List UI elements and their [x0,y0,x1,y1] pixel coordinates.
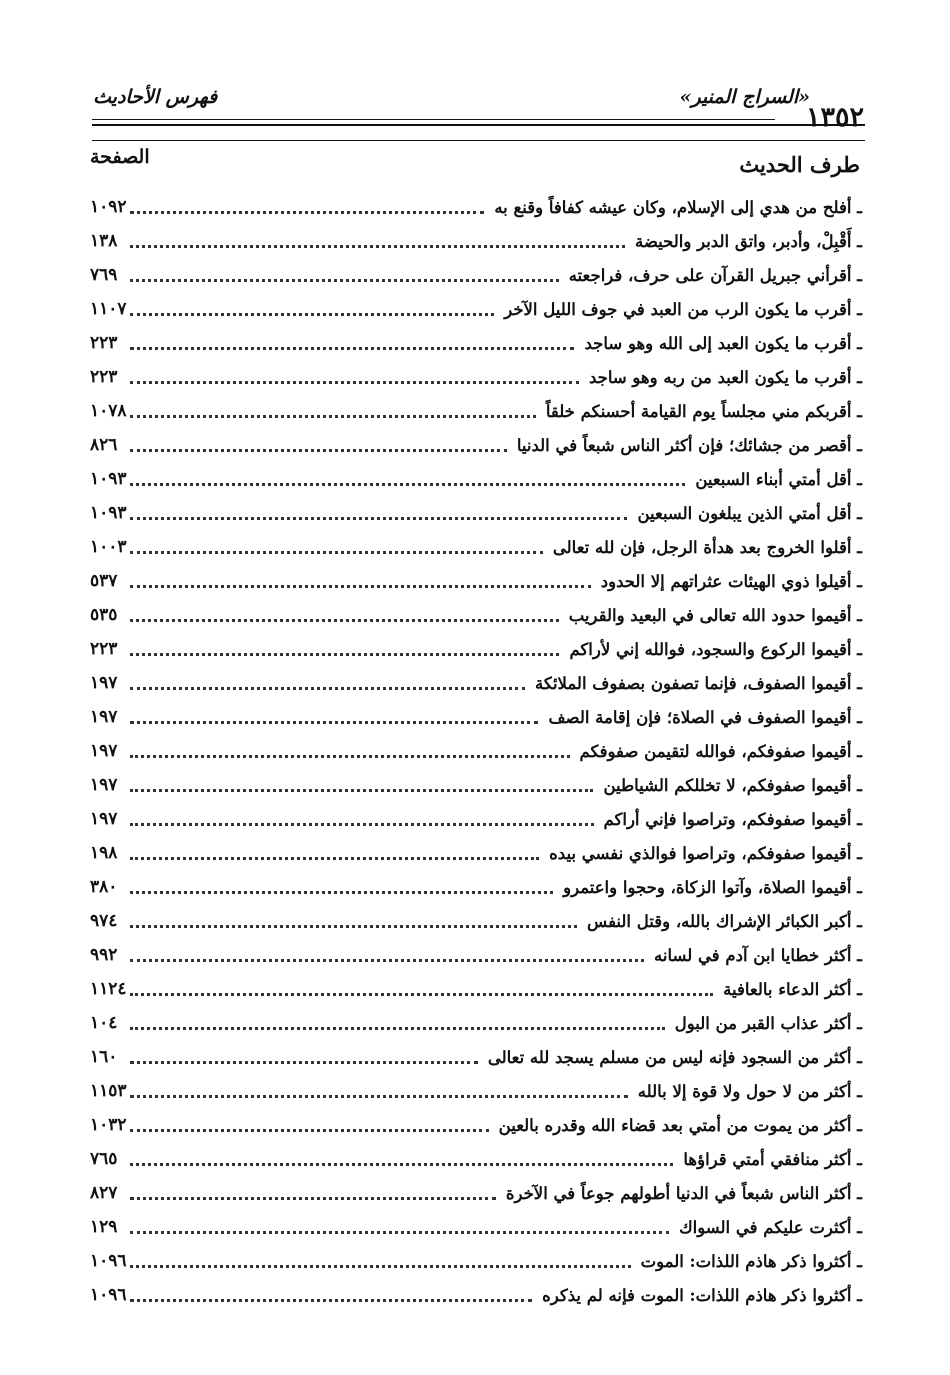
index-entry [90,462,862,496]
index-entry [90,734,862,768]
dot-leader [130,1129,489,1132]
index-entry [90,1176,862,1210]
dot-leader [130,279,559,282]
index-entry [90,1006,862,1040]
dot-leader [130,619,559,622]
dot-leader [130,381,579,384]
page-reference: ١٠٧٨ [90,401,127,421]
page-reference: ١٠٤ [90,1013,118,1033]
hadith-opening-text: ـ أكثر منافقي أمتي قراؤها [683,1149,862,1169]
index-entry [90,666,862,700]
page-reference: ٢٢٣ [90,367,118,387]
page-reference: ١١٢٤ [90,979,127,999]
hadith-opening-text: ـ أقيموا صفوفكم، فوالله لتقيمن صفوفكم [579,741,862,761]
dot-leader [130,1095,628,1098]
page-reference: ١٩٧ [90,775,118,795]
hadith-opening-text: ـ أقيلوا ذوي الهيئات عثراتهم إلا الحدود [600,571,862,591]
hadith-opening-text: ـ أَقْبِلْ، وأدبر، واتق الدبر والحيضة [635,231,862,251]
dot-leader [130,313,494,316]
index-entry [90,360,862,394]
dot-leader [130,891,553,894]
index-entry [90,1108,862,1142]
index-entry [90,1244,862,1278]
index-entry [90,428,862,462]
index-entry [90,326,862,360]
index-entry [90,972,862,1006]
dot-leader [130,245,625,248]
hadith-opening-text: ـ أقيموا الصفوف في الصلاة؛ فإن إقامة الصف [548,707,862,727]
hadith-opening-text: ـ أقلوا الخروج بعد هدأة الرجل، فإن لله تعالى [552,537,862,557]
page-reference: ١٠٩٣ [90,503,127,523]
page-reference: ١٩٧ [90,809,118,829]
page-reference: ٩٩٢ [90,945,118,965]
hadith-opening-text: ـ أقصر من جشائك؛ فإن أكثر الناس شبعاً في الدنيا [516,435,862,455]
hadith-opening-text: ـ أكثر من السجود فإنه ليس من مسلم يسجد لله تعالى [487,1047,862,1067]
index-entry [90,904,862,938]
hadith-opening-text: ـ أكثر من لا حول ولا قوة إلا بالله [637,1081,862,1101]
index-entry [90,870,862,904]
hadith-opening-text: ـ أكثرت عليكم في السواك [679,1217,862,1237]
page-reference: ١١٥٣ [90,1081,127,1101]
index-entry [90,938,862,972]
dot-leader [130,789,593,792]
dot-leader [130,415,536,418]
index-entry [90,1040,862,1074]
page-reference: ١٠٠٣ [90,537,127,557]
hadith-opening-text: ـ أكثروا ذكر هاذم اللذات: الموت فإنه لم يذكره [542,1285,862,1305]
hadith-opening-text: ـ أقل أمتي أبناء السبعين [695,469,862,489]
hadith-opening-text: ـ أكثر الدعاء بالعافية [723,979,862,999]
dot-leader [130,1061,478,1064]
page-column-heading: الصفحة [90,146,150,168]
page-reference: ١١٠٧ [90,299,127,319]
dot-leader [130,211,484,214]
dot-leader [130,551,543,554]
dot-leader [130,1027,665,1030]
dot-leader [130,347,574,350]
index-entry [90,598,862,632]
index-entry [90,258,862,292]
index-entry [90,1142,862,1176]
page-reference: ٩٧٤ [90,911,118,931]
hadith-opening-text: ـ أكثر عذاب القبر من البول [674,1013,862,1033]
hadith-opening-text: ـ أقيموا صفوفكم، لا تخللكم الشياطين [603,775,862,795]
page-reference: ٨٢٧ [90,1183,118,1203]
dot-leader [130,483,685,486]
index-entry [90,564,862,598]
header-rule-thin [92,119,775,120]
dot-leader [130,823,594,826]
page-reference: ٨٢٦ [90,435,118,455]
page-reference: ٢٢٣ [90,639,118,659]
page-reference: ١٦٠ [90,1047,118,1067]
hadith-opening-text: ـ أقيموا الركوع والسجود، فوالله إني لأراكم [569,639,862,659]
hadith-opening-text: ـ أقل أمتي الذين يبلغون السبعين [637,503,862,523]
hadith-opening-text: ـ أقيموا الصفوف، فإنما تصفون بصفوف الملائكة [534,673,862,693]
index-entry [90,836,862,870]
page-reference: ١٣٨ [90,231,118,251]
dot-leader [130,721,538,724]
index-entry [90,768,862,802]
index-title: فهرس الأحاديث [93,86,218,108]
index-entry [90,1210,862,1244]
hadith-opening-text: ـ أقرأني جبريل القرآن على حرف، فراجعته [568,265,862,285]
hadith-opening-text: ـ أكثر خطايا ابن آدم في لسانه [654,945,862,965]
hadith-column-heading: طرف الحديث [739,152,860,177]
index-entry [90,292,862,326]
page-reference: ١٢٩ [90,1217,118,1237]
header-rule-thick [92,124,865,126]
index-entry [90,700,862,734]
page-reference: ٢٢٣ [90,333,118,353]
dot-leader [130,687,525,690]
hadith-opening-text: ـ أقربكم مني مجلساً يوم القيامة أحسنكم خلقاً [545,401,862,421]
index-entry [90,224,862,258]
dot-leader [130,1299,532,1302]
columns-rule [92,140,865,141]
hadith-opening-text: ـ أقرب ما يكون العبد من ربه وهو ساجد [588,367,862,387]
hadith-index-list [90,190,862,1312]
hadith-opening-text: ـ أكبر الكبائر الإشراك بالله، وقتل النفس [587,911,862,931]
dot-leader [130,959,644,962]
hadith-opening-text: ـ أقيموا حدود الله تعالى في البعيد والقريب [568,605,862,625]
page-number: ١٣٥٢ [805,102,864,133]
page-reference: ١٩٧ [90,673,118,693]
page-reference: ١٠٩٦ [90,1285,127,1305]
dot-leader [130,653,559,656]
dot-leader [130,925,577,928]
dot-leader [130,1197,496,1200]
hadith-opening-text: ـ أقيموا صفوفكم، وتراصوا فوالذي نفسي بيده [549,843,862,863]
hadith-opening-text: ـ أقيموا صفوفكم، وتراصوا فإني أراكم [603,809,862,829]
index-entry [90,802,862,836]
page-reference: ١٩٧ [90,707,118,727]
page-reference: ١٠٩٢ [90,197,127,217]
dot-leader [130,449,507,452]
hadith-opening-text: ـ أكثر الناس شبعاً في الدنيا أطولهم جوعاً في الآخرة [505,1183,862,1203]
dot-leader [130,755,570,758]
index-entry [90,1278,862,1312]
hadith-opening-text: ـ أقرب ما يكون العبد إلى الله وهو ساجد [584,333,862,353]
dot-leader [130,1265,631,1268]
index-entry [90,190,862,224]
index-entry [90,394,862,428]
index-entry [90,530,862,564]
dot-leader [130,857,539,860]
page-reference: ١٠٩٦ [90,1251,127,1271]
index-entry [90,1074,862,1108]
page-reference: ٥٣٧ [90,571,118,591]
hadith-opening-text: ـ أفلح من هدي إلى الإسلام، وكان عيشه كفافاً وقنع به [494,197,862,217]
book-title: «السراج المنير» [679,86,810,108]
hadith-opening-text: ـ أكثروا ذكر هاذم اللذات: الموت [640,1251,862,1271]
dot-leader [130,1231,669,1234]
dot-leader [130,993,713,996]
index-entry [90,496,862,530]
page-reference: ٥٣٥ [90,605,118,625]
page-reference: ٧٦٥ [90,1149,118,1169]
page-reference: ٧٦٩ [90,265,118,285]
dot-leader [130,585,591,588]
hadith-opening-text: ـ أكثر من يموت من أمتي بعد قضاء الله وقدره بالعين [498,1115,862,1135]
hadith-opening-text: ـ أقرب ما يكون الرب من العبد في جوف الليل الآخر [504,299,862,319]
page-reference: ١٩٨ [90,843,118,863]
page-reference: ٣٨٠ [90,877,118,897]
dot-leader [130,517,627,520]
page-reference: ١٠٣٢ [90,1115,127,1135]
page-reference: ١٩٧ [90,741,118,761]
page-reference: ١٠٩٣ [90,469,127,489]
hadith-opening-text: ـ أقيموا الصلاة، وآتوا الزكاة، وحجوا واعتمرو [563,877,862,897]
dot-leader [130,1163,673,1166]
index-entry [90,632,862,666]
